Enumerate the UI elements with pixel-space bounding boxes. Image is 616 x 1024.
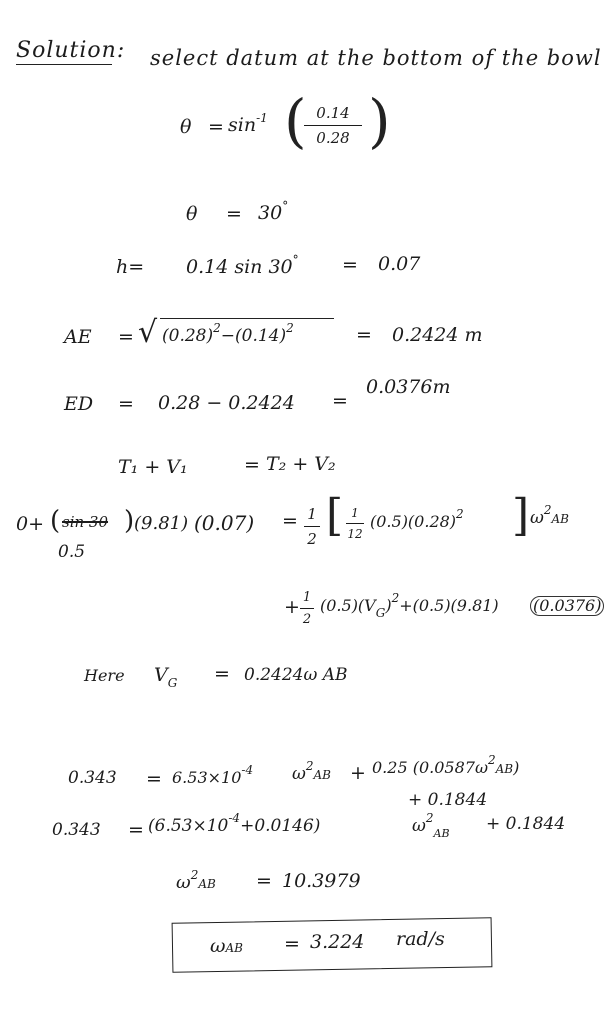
ed-value: 0.0376m <box>366 376 451 398</box>
constant-term: + 0.1844 <box>486 814 566 834</box>
inverse-exponent: -1 <box>256 111 268 125</box>
potential-height-term: (0.0376) <box>530 596 604 616</box>
solution-underline <box>16 64 112 65</box>
close-paren: ) <box>124 506 135 536</box>
solution-label: Solution: <box>16 38 126 63</box>
equals-sign: = <box>256 870 272 892</box>
answer-value: 3.224 <box>310 931 365 953</box>
left-paren: ( <box>284 87 307 155</box>
vg-label: $V_G$ <box>154 664 178 690</box>
struck-term: sin 30 <box>62 513 109 531</box>
height-term: (0.07) <box>194 511 255 535</box>
plus-sign: + <box>350 762 366 784</box>
omega-squared-value: 10.3979 <box>282 870 361 892</box>
energy-rhs: T₂ + V₂ <box>266 453 336 475</box>
equals-sign: = <box>214 663 230 685</box>
sqrt-symbol: √ <box>138 315 158 350</box>
omega-squared-ab: $\omega^2AB$ <box>530 503 569 528</box>
lhs-value: 0.343 <box>68 768 117 788</box>
right-bracket: ] <box>512 490 530 541</box>
vg-expression: 0.2424ω AB <box>244 665 348 685</box>
ed-expression: 0.28 − 0.2424 <box>158 392 295 414</box>
omega-ab-label: ωAB <box>210 935 243 957</box>
sine-function <box>228 111 268 136</box>
sqrt-radicand: $(0.28)^2-(0.14)^2$ <box>162 321 294 346</box>
kinetic-term: $(0.5)(V_G)^2+(0.5)(9.81)$ <box>320 591 499 620</box>
inertia-terms: $(0.5)(0.28)^2$ <box>370 507 464 531</box>
theta-value: 30° <box>258 199 289 224</box>
sin-text: sin <box>228 114 257 136</box>
equals-sign: = <box>118 326 134 348</box>
omega-squared-ab: $\omega^2_{AB}$ <box>412 811 450 840</box>
equals-sign: = <box>118 393 134 415</box>
theta-symbol: θ <box>180 116 192 138</box>
coefficient-term: $6.53\times 10^{-4}$ <box>172 763 254 787</box>
ratio-denominator: 0.28 <box>316 129 350 147</box>
twelfth-fraction: $\frac{1}{12}$ <box>347 506 363 541</box>
h-value: 0.07 <box>378 253 421 275</box>
h-label: h= <box>116 256 145 278</box>
theta-symbol: θ <box>186 203 198 225</box>
equals-sign: = <box>342 254 358 276</box>
equals-sign: = <box>208 116 224 138</box>
equals-sign: = <box>332 390 348 412</box>
equals-sign: = <box>128 819 144 841</box>
omega-squared-ab: $\omega^2AB$ <box>292 759 331 784</box>
mass-value: 0.5 <box>58 542 86 562</box>
sqrt-bar <box>160 318 334 319</box>
equals-sign: = <box>244 454 260 476</box>
equals-sign: = <box>356 324 372 346</box>
here-label: Here <box>84 666 125 685</box>
plus-sign: + <box>284 596 300 618</box>
ratio-numerator: 0.14 <box>304 104 362 126</box>
half-fraction: $\frac{1}{2}$ <box>304 505 320 548</box>
ae-value: 0.2424 m <box>392 324 483 346</box>
zero-plus: 0+ <box>16 513 45 535</box>
answer-unit: rad/s <box>396 928 445 950</box>
half-fraction: $\frac{1}{2}$ <box>300 590 314 627</box>
equals-sign: = <box>146 768 162 790</box>
datum-note: select datum at the bottom of the bowl <box>150 46 602 70</box>
eq1-constant-term: + 0.1844 <box>408 790 488 810</box>
left-bracket: [ <box>326 490 344 541</box>
equals-sign: = <box>282 510 298 532</box>
translational-term: 0.25 $(0.0587\omega^2AB)$ <box>372 753 520 777</box>
ed-label: ED <box>64 393 94 415</box>
ratio-fraction <box>304 104 362 147</box>
ae-label: AE <box>64 326 92 348</box>
open-paren: ( <box>50 506 61 536</box>
omega-squared-ab: $\omega^2AB$ <box>176 868 216 893</box>
gravity-term: (9.81) <box>134 513 189 534</box>
lhs-value: 0.343 <box>52 820 101 840</box>
energy-lhs: T₁ + V₁ <box>118 456 188 478</box>
equals-sign: = <box>226 203 242 225</box>
h-expression: 0.14 sin 30° <box>186 253 299 278</box>
right-paren: ) <box>368 87 391 155</box>
combined-coefficient: $(6.53\times 10^{-4}+0.0146)$ <box>148 811 321 836</box>
equals-sign: = <box>284 933 300 955</box>
